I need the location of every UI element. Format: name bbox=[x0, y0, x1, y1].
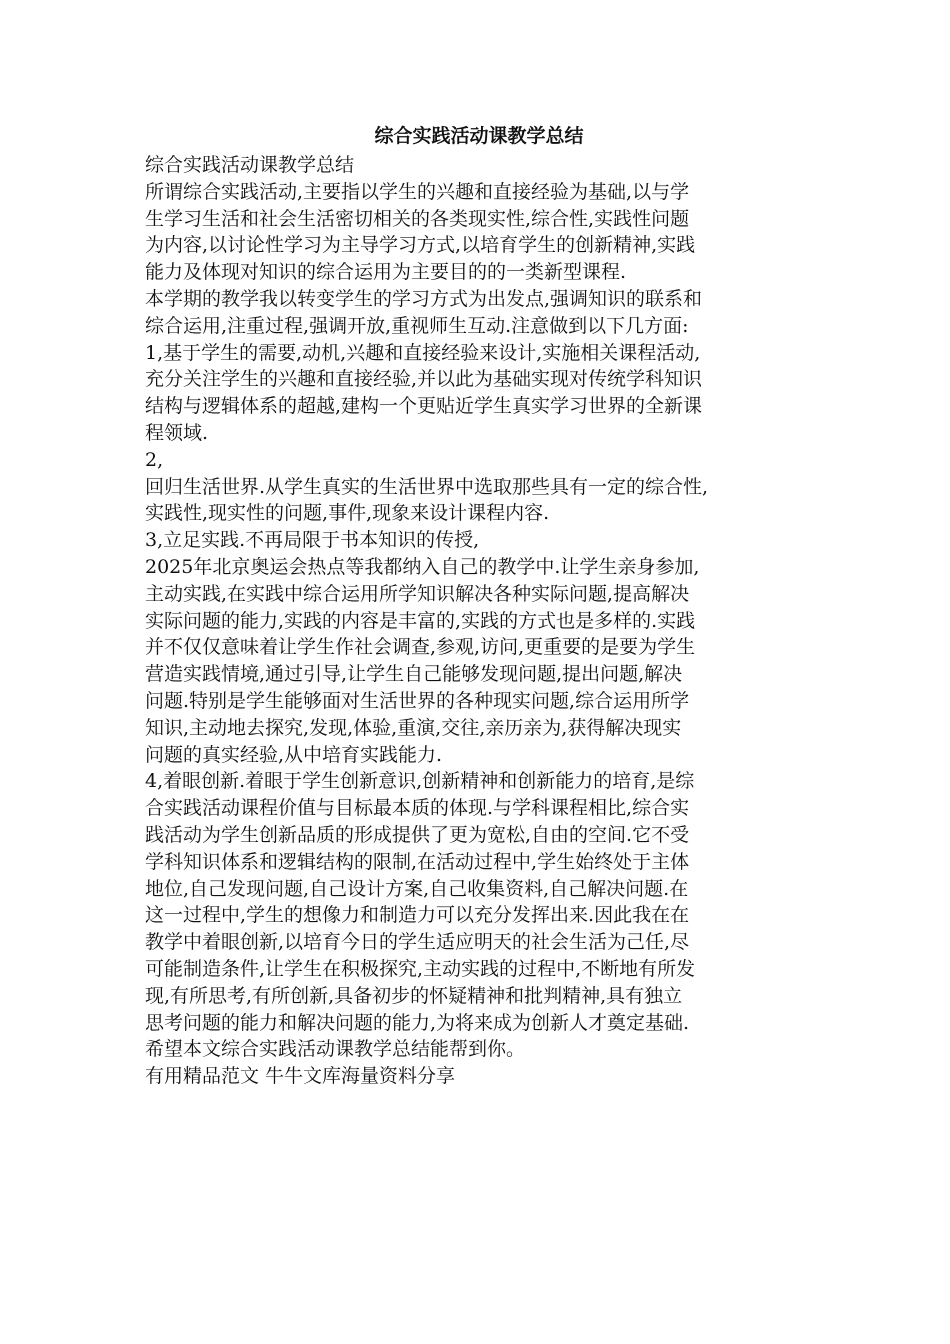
text-line: 结构与逻辑体系的超越,建构一个更贴近学生真实学习世界的全新课 bbox=[145, 395, 703, 418]
text-line: 现,有所思考,有所创新,具备初步的怀疑精神和批判精神,具有独立 bbox=[145, 984, 683, 1007]
document-page bbox=[145, 120, 813, 1090]
text-line: 学科知识体系和逻辑结构的限制,在活动过程中,学生始终处于主体 bbox=[145, 850, 690, 873]
text-line: 教学中着眼创新,以培育今日的学生适应明天的社会生活为己任,尽 bbox=[145, 931, 690, 954]
text-line: 综合运用,注重过程,强调开放,重视师生互动.注意做到以下几方面: bbox=[145, 314, 689, 337]
text-line: 程领域. bbox=[145, 421, 209, 444]
text-line: 营造实践情境,通过引导,让学生自己能够发现问题,提出问题,解决 bbox=[145, 663, 683, 686]
text-line: 践活动为学生创新品质的形成提供了更为宽松,自由的空间.它不受 bbox=[145, 823, 690, 846]
text-line: 问题.特别是学生能够面对生活世界的各种现实问题,综合运用所学 bbox=[145, 689, 690, 712]
text-line: 并不仅仅意味着让学生作社会调查,参观,访问,更重要的是要为学生 bbox=[145, 636, 696, 659]
text-line: 4,着眼创新.着眼于学生创新意识,创新精神和创新能力的培育,是综 bbox=[145, 770, 695, 793]
text-line: 实践性,现实性的问题,事件,现象来设计课程内容. bbox=[145, 502, 550, 525]
text-line: 这一过程中,学生的想像力和制造力可以充分发挥出来.因此我在在 bbox=[145, 904, 690, 927]
text-line: 3,立足实践.不再局限于书本知识的传授, bbox=[145, 529, 480, 552]
document-body bbox=[145, 152, 813, 1090]
text-line: 本学期的教学我以转变学生的学习方式为出发点,强调知识的联系和 bbox=[145, 287, 703, 310]
text-line: 回归生活世界.从学生真实的生活世界中选取那些具有一定的综合性, bbox=[145, 475, 709, 498]
document-title: 综合实践活动课教学总结 bbox=[374, 125, 584, 147]
text-line: 所谓综合实践活动,主要指以学生的兴趣和直接经验为基础,以与学 bbox=[145, 180, 690, 203]
text-line: 知识,主动地去探究,发现,体验,重演,交往,亲历亲为,获得解决现实 bbox=[145, 716, 682, 739]
text-line: 能力及体现对知识的综合运用为主要目的的一类新型课程. bbox=[145, 261, 627, 284]
text-line: 有用精品范文 牛牛文库海量资料分享 bbox=[145, 1065, 456, 1088]
text-line: 充分关注学生的兴趣和直接经验,并以此为基础实现对传统学科知识 bbox=[145, 368, 703, 391]
text-line: 地位,自己发现问题,自己设计方案,自己收集资料,自己解决问题.在 bbox=[145, 877, 689, 900]
text-line: 2, bbox=[145, 448, 164, 471]
text-line: 实际问题的能力,实践的内容是丰富的,实践的方式也是多样的.实践 bbox=[145, 609, 696, 632]
text-line: 可能制造条件,让学生在积极探究,主动实践的过程中,不断地有所发 bbox=[145, 957, 696, 980]
text-line: 合实践活动课程价值与目标最本质的体现.与学科课程相比,综合实 bbox=[145, 797, 690, 820]
text-line: 思考问题的能力和解决问题的能力,为将来成为创新人才奠定基础. bbox=[145, 1011, 690, 1034]
text-line: 综合实践活动课教学总结 bbox=[145, 154, 355, 176]
text-line: 2025年北京奥运会热点等我都纳入自己的教学中.让学生亲身参加, bbox=[145, 555, 700, 578]
text-line: 希望本文综合实践活动课教学总结能帮到你。 bbox=[145, 1038, 526, 1061]
text-line: 主动实践,在实践中综合运用所学知识解决各种实际问题,提高解决 bbox=[145, 582, 690, 605]
text-line: 为内容,以讨论性学习为主导学习方式,以培育学生的创新精神,实践 bbox=[145, 234, 696, 257]
text-line: 生学习生活和社会生活密切相关的各类现实性,综合性,实践性问题 bbox=[145, 207, 690, 230]
text-line: 问题的真实经验,从中培育实践能力. bbox=[145, 743, 443, 766]
text-line: 1,基于学生的需要,动机,兴趣和直接经验来设计,实施相关课程活动, bbox=[145, 341, 701, 364]
